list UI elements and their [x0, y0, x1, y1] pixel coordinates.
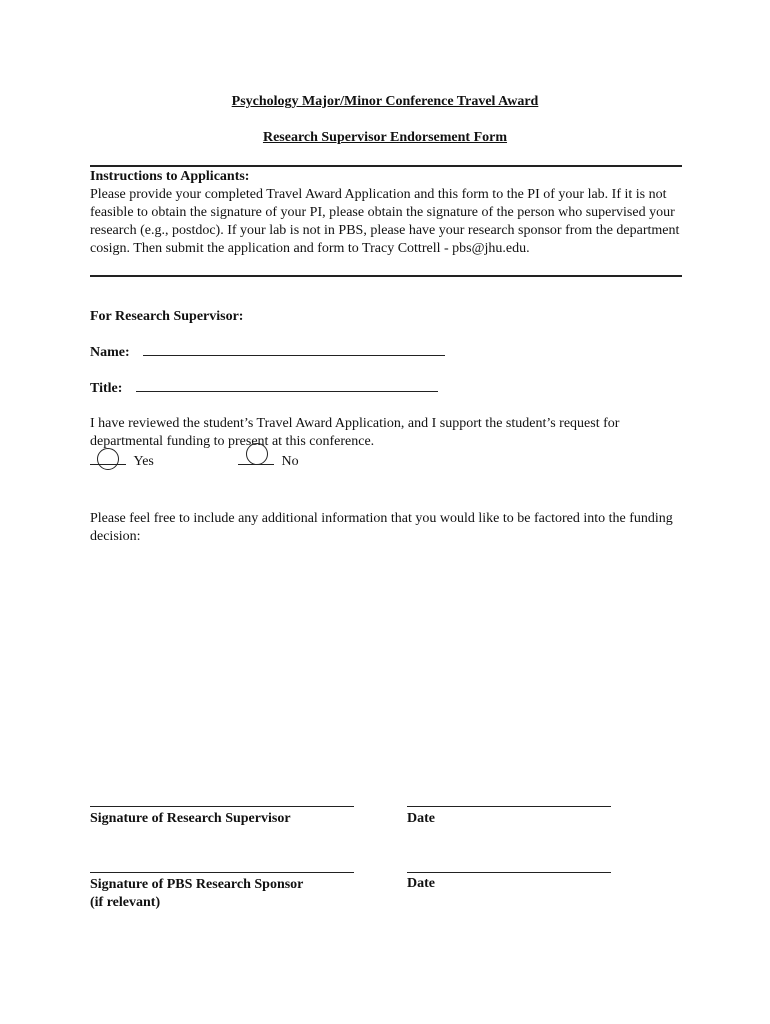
- additional-info-prompt: Please feel free to include any additional information that you would like to be factored into the funding decision:: [90, 511, 673, 544]
- sponsor-date-line[interactable]: [407, 872, 611, 873]
- instructions-bottom-rule: [90, 275, 682, 277]
- name-input[interactable]: [143, 343, 445, 356]
- yes-radio[interactable]: [97, 448, 119, 470]
- sponsor-date-label: Date: [407, 876, 435, 891]
- support-statement: I have reviewed the student’s Travel Award Application, and I support the student’s request for departmental funding to present at this conference.: [90, 416, 620, 449]
- instructions-block: [90, 168, 680, 258]
- additional-info-area[interactable]: [90, 552, 680, 782]
- name-field-row: [90, 343, 445, 361]
- name-label: Name:: [90, 345, 130, 360]
- supervisor-date-line[interactable]: [407, 806, 611, 807]
- sponsor-signature-label: Signature of PBS Research Sponsor: [90, 877, 304, 892]
- yes-label: Yes: [133, 454, 154, 469]
- title-label: Title:: [90, 381, 123, 396]
- sponsor-note: (if relevant): [90, 895, 161, 910]
- sponsor-signature-block: [90, 876, 303, 912]
- supervisor-signature-label: Signature of Research Supervisor: [90, 811, 291, 826]
- instructions-heading: Instructions to Applicants:: [90, 169, 250, 184]
- form-subtitle: Research Supervisor Endorsement Form: [262, 130, 508, 145]
- page-title: Psychology Major/Minor Conference Travel Award: [231, 94, 539, 109]
- title-field-row: [90, 379, 438, 397]
- sponsor-signature-line[interactable]: [90, 872, 354, 873]
- title-input[interactable]: [136, 379, 438, 392]
- instructions-body: Please provide your completed Travel Award Application and this form to the PI of your lab. If it is not feasible to obtain the signature of your PI, please obtain the signature of the person who supervised your research (e.g., postdoc). If your lab is not in PBS, please have your research sponsor from the department cosign. Then submit the application and form to Tracy Cottrell - pbs@jhu.edu.: [90, 187, 680, 256]
- no-label: No: [281, 454, 299, 469]
- supervisor-heading: For Research Supervisor:: [90, 309, 244, 324]
- supervisor-signature-line[interactable]: [90, 806, 354, 807]
- no-radio[interactable]: [246, 443, 268, 465]
- instructions-top-rule: [90, 165, 682, 167]
- supervisor-date-label: Date: [407, 811, 435, 826]
